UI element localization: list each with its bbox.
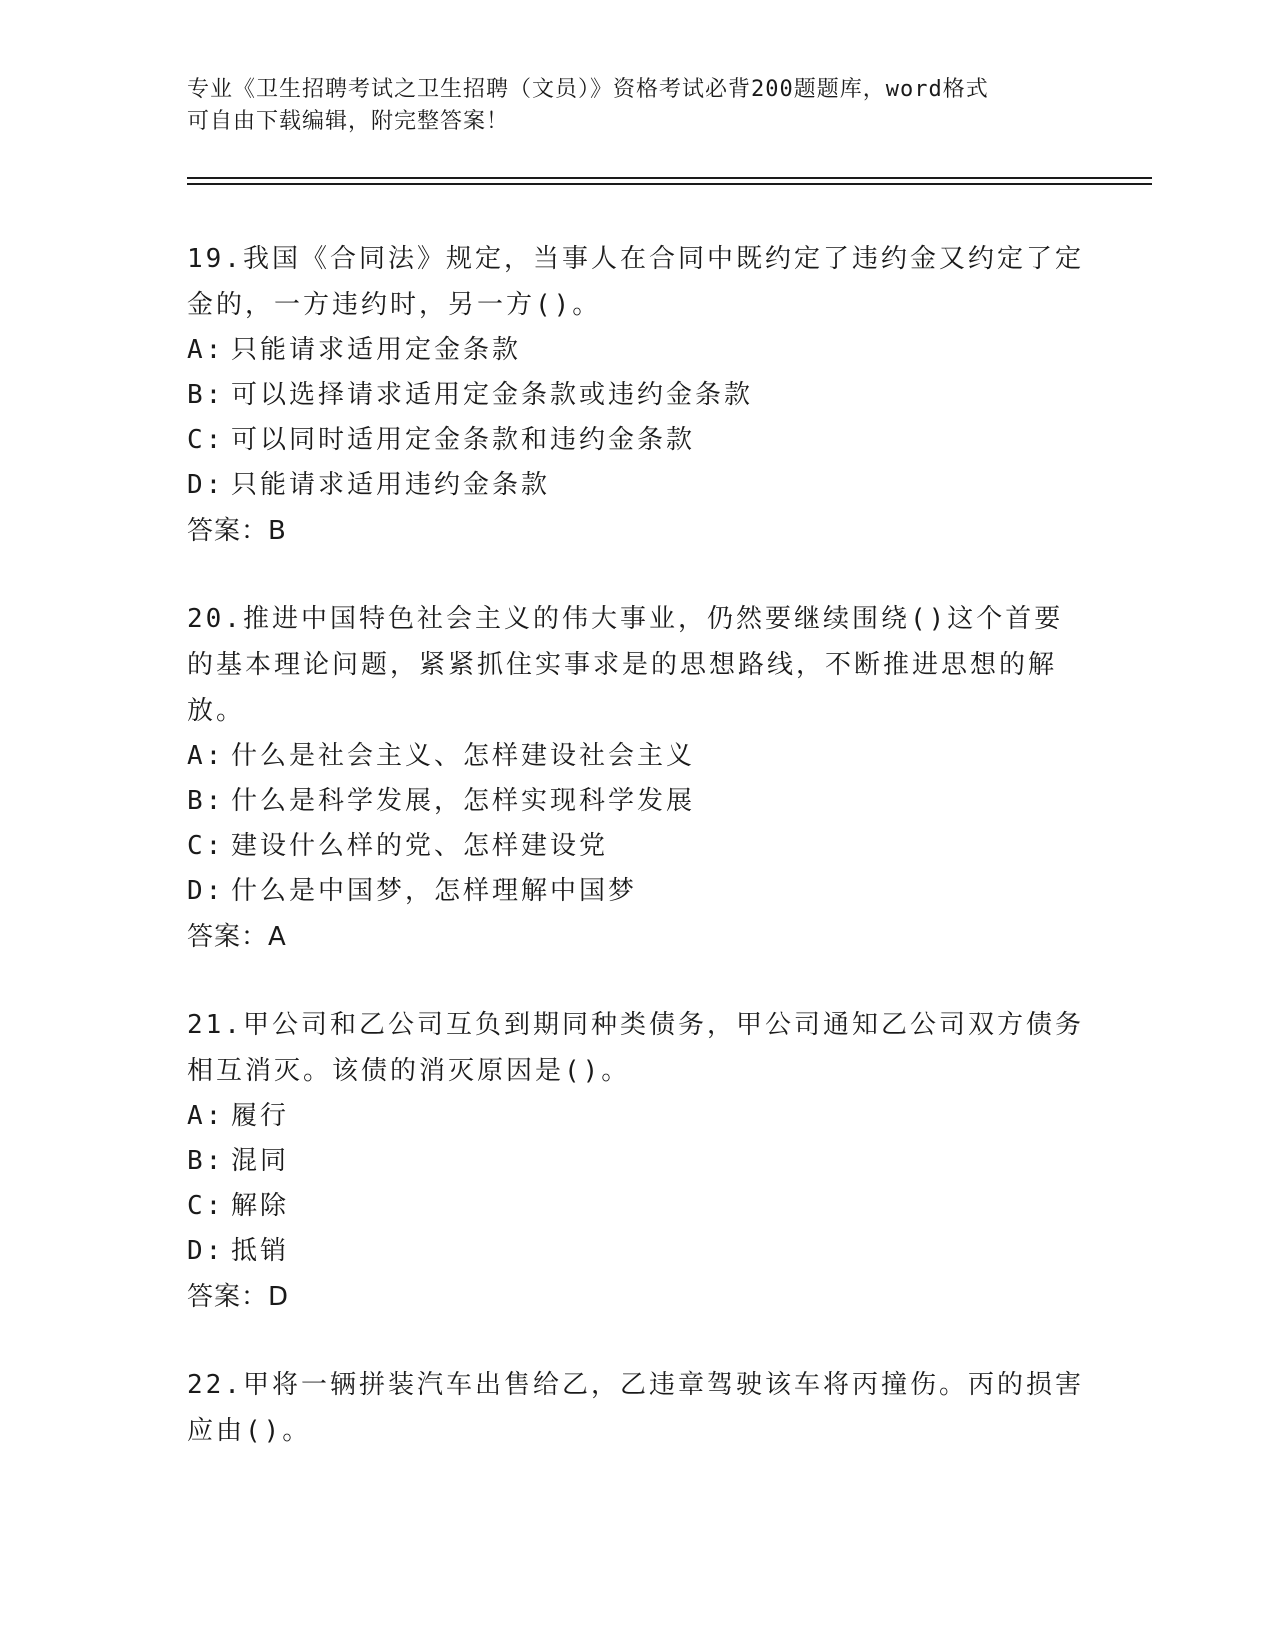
option-key: B: [187, 786, 225, 816]
option-text: 可以同时适用定金条款和违约金条款 [231, 425, 696, 455]
option-key: C: [187, 831, 225, 861]
option-a [187, 328, 1087, 373]
question-text: 19.我国《合同法》规定，当事人在合同中既约定了违约金又约定了定金的，一方违约时，另一方()。 [187, 244, 1084, 320]
option-d [187, 869, 1087, 914]
option-text: 建设什么样的党、怎样建设党 [231, 831, 609, 861]
question-20 [187, 596, 1087, 960]
question-21 [187, 1002, 1087, 1320]
option-text: 可以选择请求适用定金条款或违约金条款 [231, 380, 754, 410]
option-key: A: [187, 335, 225, 365]
option-b [187, 373, 1087, 418]
answer: 答案：D [187, 1282, 290, 1312]
option-key: D: [187, 876, 225, 906]
option-key: B: [187, 380, 225, 410]
option-text: 什么是社会主义、怎样建设社会主义 [231, 741, 696, 771]
option-text: 解除 [231, 1191, 290, 1221]
option-b [187, 1139, 1087, 1184]
option-key: C: [187, 1191, 225, 1221]
option-d [187, 1229, 1087, 1274]
option-c [187, 418, 1087, 463]
option-text: 只能请求适用违约金条款 [231, 470, 551, 500]
option-a [187, 1094, 1087, 1139]
option-c [187, 1184, 1087, 1229]
option-text: 只能请求适用定金条款 [231, 335, 522, 365]
option-key: D: [187, 1236, 225, 1266]
document-header [187, 74, 1087, 138]
answer: 答案：B [187, 516, 287, 546]
option-c [187, 824, 1087, 869]
option-key: A: [187, 1101, 225, 1131]
header-line-1: 专业《卫生招聘考试之卫生招聘（文员）》资格考试必背200题题库，word格式 [187, 77, 989, 102]
option-text: 履行 [231, 1101, 290, 1131]
question-text: 22.甲将一辆拼装汽车出售给乙，乙违章驾驶该车将丙撞伤。丙的损害应由()。 [187, 1370, 1084, 1446]
option-a [187, 734, 1087, 779]
option-key: A: [187, 741, 225, 771]
answer: 答案：A [187, 922, 287, 952]
question-19 [187, 236, 1087, 554]
question-text: 21.甲公司和乙公司互负到期同种类债务，甲公司通知乙公司双方债务相互消灭。该债的消灭原因是()。 [187, 1010, 1084, 1086]
header-line-2: 可自由下载编辑，附完整答案！ [187, 109, 510, 134]
question-22 [187, 1362, 1087, 1454]
option-d [187, 463, 1087, 508]
option-b [187, 779, 1087, 824]
option-text: 混同 [231, 1146, 290, 1176]
question-text: 20.推进中国特色社会主义的伟大事业，仍然要继续围绕()这个首要的基本理论问题，紧紧抓住实事求是的思想路线，不断推进思想的解放。 [187, 604, 1064, 726]
option-key: B: [187, 1146, 225, 1176]
option-text: 什么是科学发展，怎样实现科学发展 [231, 786, 696, 816]
question-list [187, 236, 1087, 1496]
option-text: 抵销 [231, 1236, 290, 1266]
option-text: 什么是中国梦，怎样理解中国梦 [231, 876, 638, 906]
header-divider-bottom [187, 183, 1152, 185]
option-key: C: [187, 425, 225, 455]
option-key: D: [187, 470, 225, 500]
header-divider-top [187, 177, 1152, 179]
